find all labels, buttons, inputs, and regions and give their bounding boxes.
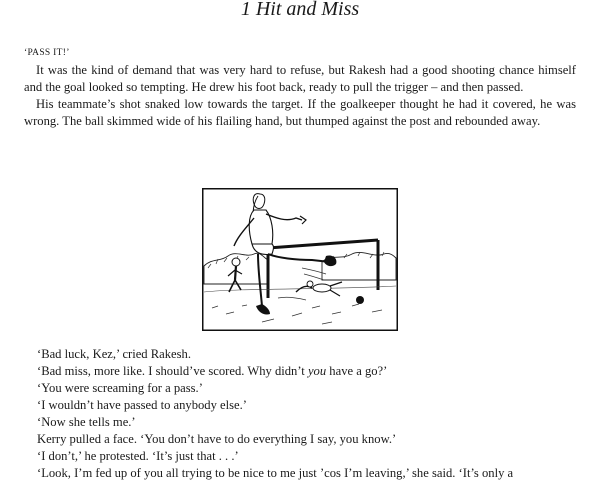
dialogue-line-3: ‘You were screaming for a pass.’ [37, 381, 203, 395]
dialogue-text [37, 346, 576, 482]
dialogue-line-7: ‘I don’t,’ he protested. ‘It’s just that . . .’ [37, 449, 239, 463]
emphasis-you: you [307, 364, 327, 378]
chapter-title: 1 Hit and Miss [240, 0, 360, 20]
dialogue-line-1: ‘Bad luck, Kez,’ cried Rakesh. [37, 347, 191, 361]
opening-shout: ‘PASS IT!’ [24, 48, 70, 58]
dialogue-line-2-end: have a go?’ [326, 364, 388, 378]
dialogue-line-5: ‘Now she tells me.’ [37, 415, 136, 429]
dialogue-line-6: Kerry pulled a face. ‘You don’t have to do everything I say, you know.’ [37, 432, 397, 446]
dialogue-line-4: ‘I wouldn’t have passed to anybody else.’ [37, 398, 247, 412]
dialogue-line-8: ‘Look, I’m fed up of you all trying to be nice to me just ’cos I’m leaving,’ she said. ‘It’s only a [37, 466, 514, 480]
paragraph-2: His teammate’s shot snaked low towards the target. If the goalkeeper thought he had it covered, he was wrong. The ball skimmed wide of his flailing hand, but thumped against the post and rebounded away. [24, 97, 576, 128]
opening-text [24, 45, 576, 130]
paragraph-1: It was the kind of demand that was very hard to refuse, but Rakesh had a good shooting chance himself and the goal looked so tempting. He drew his foot back, ready to pull the trigger – and then passed. [24, 63, 576, 94]
dialogue-line-2 [37, 363, 576, 380]
football-scene-illustration [202, 188, 398, 331]
dialogue-line-2-start: ‘Bad miss, more like. I should’ve scored. Why didn’t [37, 364, 308, 378]
